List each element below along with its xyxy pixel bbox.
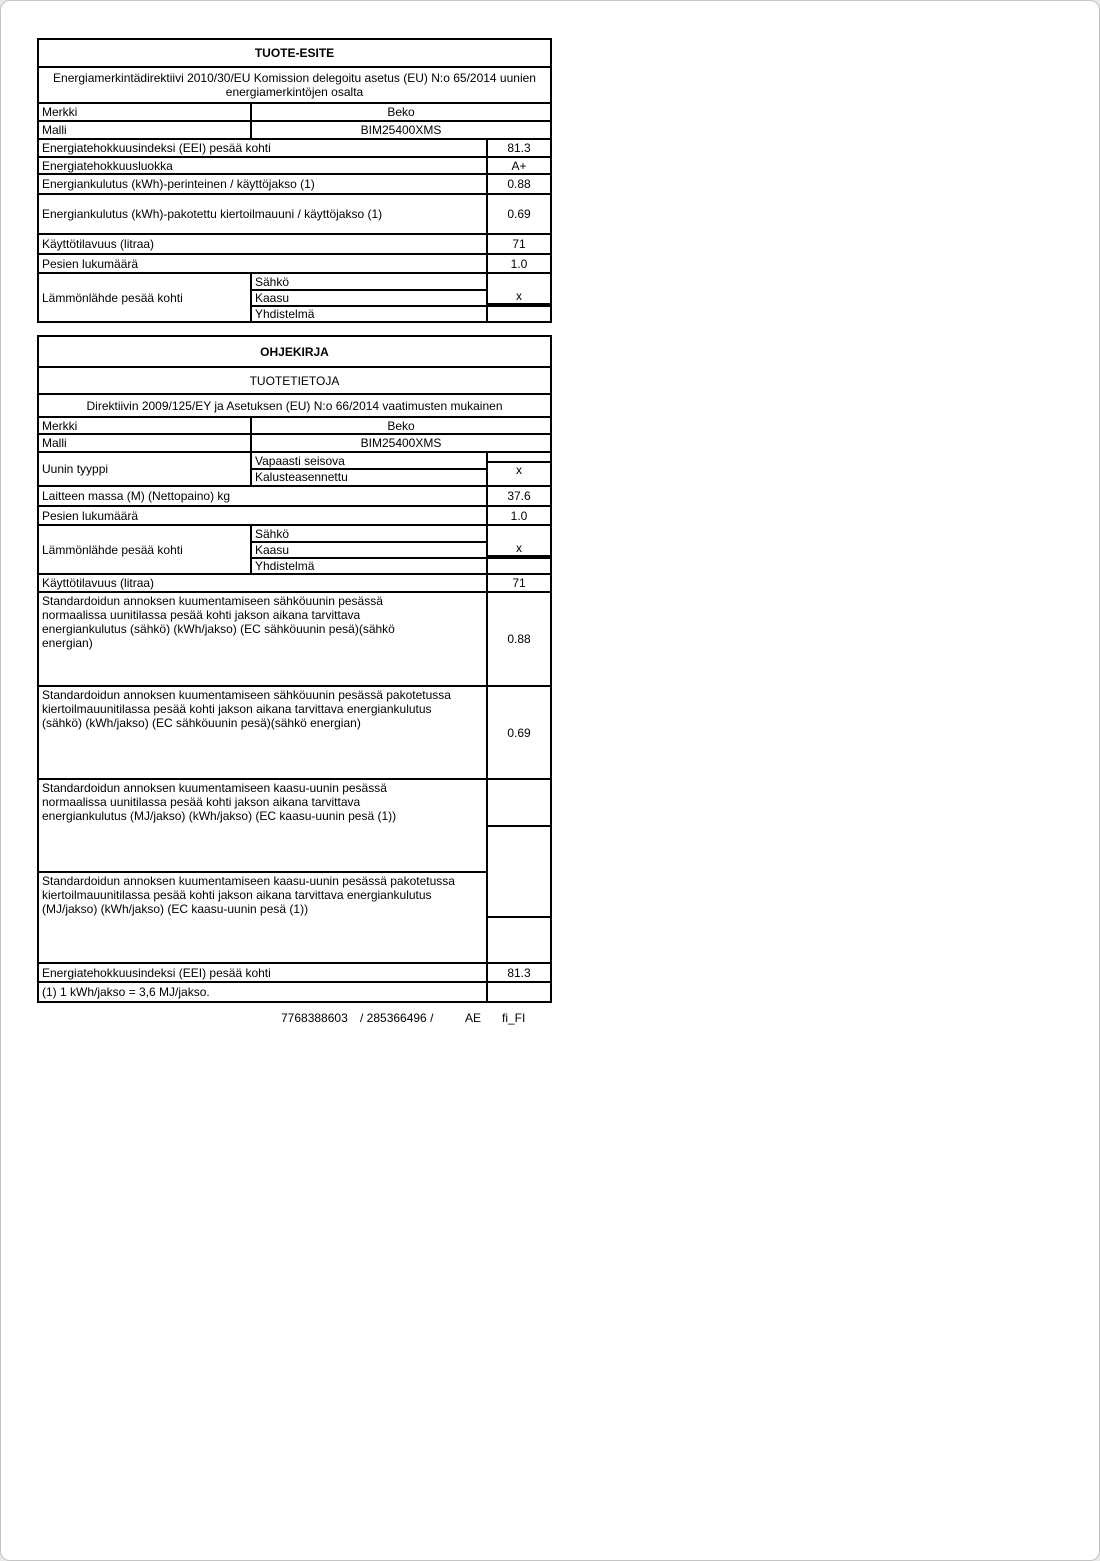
- manual-volume-value: 71: [487, 574, 550, 592]
- fiche-heat-source-electric-mark: x: [516, 288, 522, 303]
- manual-brand-value: Beko: [251, 417, 550, 434]
- manual-heat-source-combined: Yhdistelmä: [252, 558, 486, 573]
- manual-heat-source-combined-mark: [488, 558, 550, 559]
- fiche-heat-source-label: Lämmönlähde pesää kohti: [39, 273, 251, 321]
- footer-code-1: 7768388603: [281, 1011, 348, 1025]
- manual-model-value: BIM25400XMS: [251, 434, 550, 452]
- manual-ec-electric-conventional-value: 0.88: [487, 592, 550, 686]
- fiche-fan-forced-value: 0.69: [487, 194, 550, 234]
- fiche-eei-value: 81.3: [487, 139, 550, 157]
- manual-mass-label: Laitteen massa (M) (Nettopaino) kg: [39, 486, 487, 506]
- manual-ec-gas-conventional-values: [487, 779, 550, 872]
- manual-oven-type-values: [487, 452, 550, 486]
- fiche-conventional-label: Energiankulutus (kWh)-perinteinen / käyttöjakso (1): [39, 174, 487, 194]
- fiche-volume-label: Käyttötilavuus (litraa): [39, 234, 487, 254]
- manual-table: [37, 335, 552, 1003]
- fiche-model-value: BIM25400XMS: [251, 121, 550, 139]
- fiche-eei-label: Energiatehokkuusindeksi (EEI) pesää kohti: [39, 139, 487, 157]
- fiche-model-label: Malli: [39, 121, 251, 139]
- manual-ec-gas-fan-kwh: [488, 917, 550, 918]
- fiche-fan-forced-label: Energiankulutus (kWh)-pakotettu kiertoilmauuni / käyttöjakso (1): [39, 194, 487, 234]
- fiche-heat-source-electric: Sähkö: [255, 274, 290, 289]
- manual-ec-gas-conventional-label: Standardoidun annoksen kuumentamiseen kaasu-uunin pesässä normaalissa uunitilassa pesää kohti jakson aikana tarvittava energiankulutus (MJ/jakso) (kWh/jakso) (EC kaasu-uunin pesä (1)): [39, 779, 487, 872]
- footer-code-2: / 285366496 /: [360, 1011, 434, 1025]
- fiche-directive: Energiamerkintädirektiivi 2010/30/EU Komission delegoitu asetus (EU) N:o 65/2014 uunien energiamerkintöjen osalta: [39, 67, 550, 103]
- manual-ec-electric-fan-value: 0.69: [487, 686, 550, 779]
- manual-heat-source-electric-mark: x: [516, 540, 522, 555]
- fiche-cavities-value: 1.0: [487, 254, 550, 273]
- manual-ec-electric-fan-label: Standardoidun annoksen kuumentamiseen sähköuunin pesässä pakotetussa kiertoilmauunitilassa pesää kohti jakson aikana tarvittava energiankulutus (sähkö) (kWh/jakso) (EC sähköuunin pesä)(sähkö energian): [39, 686, 487, 779]
- manual-ec-gas-conventional-kwh: [488, 826, 550, 827]
- manual-footnote: (1) 1 kWh/jakso = 3,6 MJ/jakso.: [39, 982, 487, 1001]
- manual-ec-gas-fan-values: [487, 872, 550, 963]
- fiche-heat-source-options: [251, 273, 487, 321]
- fiche-energy-class-value: A+: [487, 157, 550, 174]
- manual-ec-gas-fan-label: Standardoidun annoksen kuumentamiseen kaasu-uunin pesässä pakotetussa kiertoilmauunitilassa pesää kohti jakson aikana tarvittava energiankulutus (MJ/jakso) (kWh/jakso) (EC kaasu-uunin pesä (1)): [39, 872, 487, 963]
- manual-heat-source-values: [487, 525, 550, 574]
- fiche-heat-source-values: [487, 273, 550, 321]
- footer-code-3: AE: [465, 1011, 482, 1025]
- manual-title: OHJEKIRJA: [39, 337, 550, 367]
- fiche-brand-label: Merkki: [39, 103, 251, 121]
- fiche-title: TUOTE-ESITE: [39, 40, 550, 67]
- manual-cavities-label: Pesien lukumäärä: [39, 506, 487, 525]
- fiche-energy-class-label: Energiatehokkuusluokka: [39, 157, 487, 174]
- product-fiche-table: [37, 38, 552, 323]
- fiche-heat-source-combined-mark: [488, 306, 550, 307]
- fiche-brand-value: Beko: [251, 103, 550, 121]
- manual-oven-type-label: Uunin tyyppi: [39, 452, 251, 486]
- manual-oven-type-options: [251, 452, 487, 486]
- manual-brand-label: Merkki: [39, 417, 251, 434]
- manual-heat-source-options: [251, 525, 487, 574]
- footer-locale: fi_FI: [502, 1011, 526, 1025]
- manual-footnote-empty-cell: [487, 982, 550, 1001]
- manual-oven-type-freestanding: Vapaasti seisova: [255, 454, 345, 468]
- manual-volume-label: Käyttötilavuus (litraa): [39, 574, 487, 592]
- manual-cavities-value: 1.0: [487, 506, 550, 525]
- fiche-heat-source-combined: Yhdistelmä: [252, 306, 486, 321]
- manual-heat-source-label: Lämmönlähde pesää kohti: [39, 525, 251, 574]
- manual-model-label: Malli: [39, 434, 251, 452]
- manual-eei-value: 81.3: [487, 963, 550, 982]
- fiche-volume-value: 71: [487, 234, 550, 254]
- manual-mass-value: 37.6: [487, 486, 550, 506]
- manual-directive: Direktiivin 2009/125/EY ja Asetuksen (EU) N:o 66/2014 vaatimusten mukainen: [39, 394, 550, 417]
- manual-eei-label: Energiatehokkuusindeksi (EEI) pesää kohti: [39, 963, 487, 982]
- manual-heat-source-electric: Sähkö: [255, 526, 290, 541]
- manual-heat-source-gas: Kaasu: [252, 542, 486, 558]
- fiche-heat-source-gas: Kaasu: [252, 290, 486, 306]
- fiche-cavities-label: Pesien lukumäärä: [39, 254, 487, 273]
- manual-oven-type-built-in-mark: x: [488, 462, 550, 477]
- manual-oven-type-built-in: Kalusteasennettu: [252, 469, 486, 484]
- fiche-conventional-value: 0.88: [487, 174, 550, 194]
- manual-ec-electric-conventional-label: Standardoidun annoksen kuumentamiseen sähköuunin pesässä normaalissa uunitilassa pesää kohti jakson aikana tarvittava energiankulutus (sähkö) (kWh/jakso) (EC sähköuunin pesä)(sähkö energian): [39, 592, 487, 686]
- manual-subtitle: TUOTETIETOJA: [39, 367, 550, 394]
